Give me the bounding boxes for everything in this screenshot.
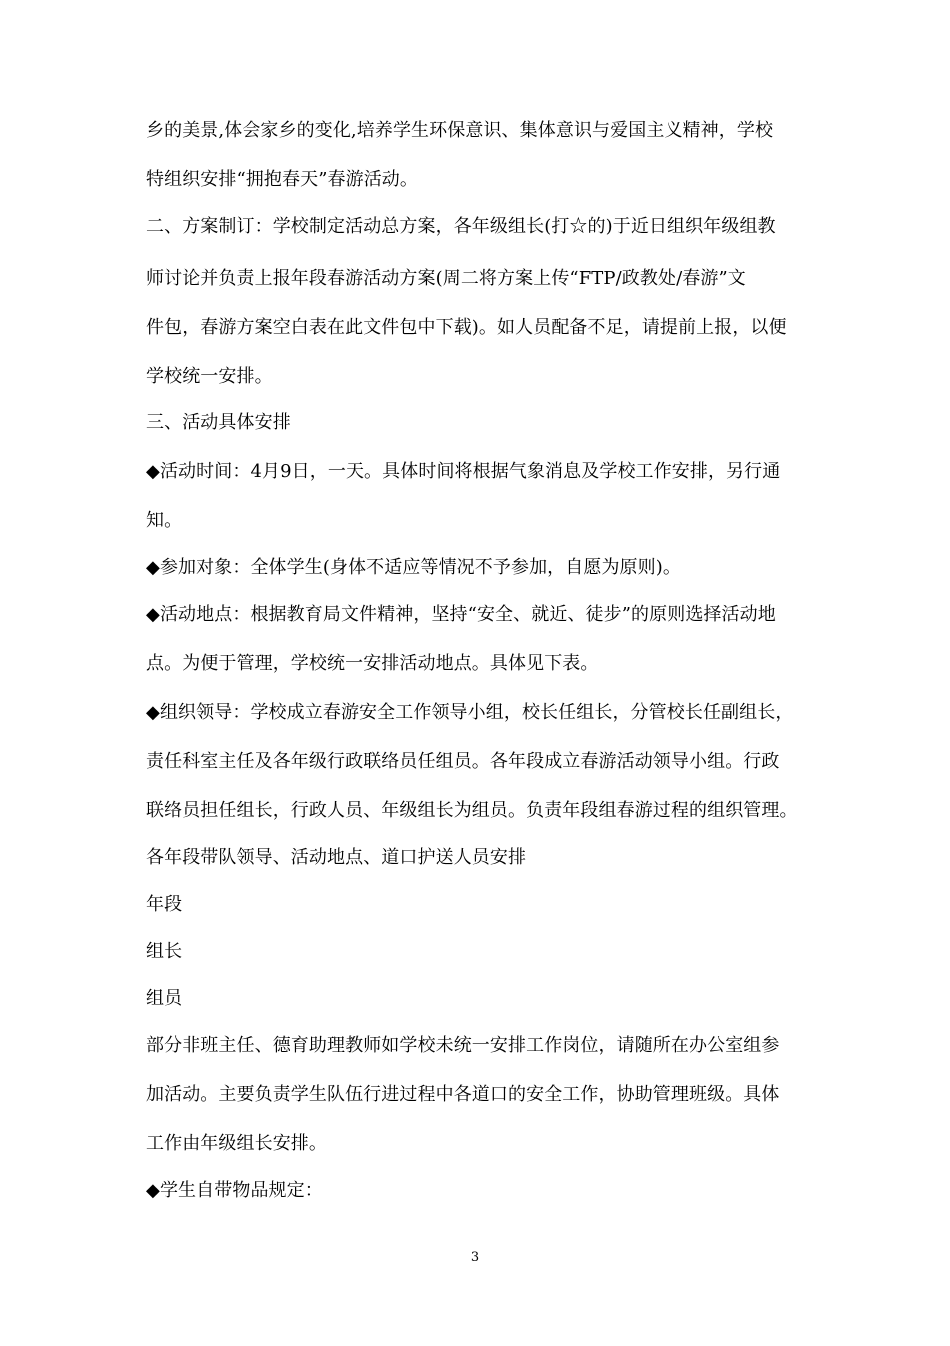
table-header-leader: 组长 — [146, 941, 183, 962]
paragraph-line: 点。为便于管理，学校统一安排活动地点。具体见下表。 — [146, 653, 599, 674]
section-heading-arrangement: 三、活动具体安排 — [146, 412, 291, 433]
paragraph-line: 工作由年级组长安排。 — [146, 1133, 327, 1154]
paragraph-line: 责任科室主任及各年级行政联络员任组员。各年段成立春游活动领导小组。行政 — [146, 751, 780, 772]
page-number: 3 — [470, 1250, 480, 1265]
bullet-participants: ◆参加对象：全体学生(身体不适应等情况不予参加，自愿为原则)。 — [146, 557, 681, 578]
paragraph-line: 乡的美景,体会家乡的变化,培养学生环保意识、集体意识与爱国主义精神，学校 — [146, 120, 774, 141]
paragraph-line: 联络员担任组长，行政人员、年级组长为组员。负责年段组春游过程的组织管理。 — [146, 800, 798, 821]
paragraph-line: 学校统一安排。 — [146, 366, 273, 387]
paragraph-line: 加活动。主要负责学生队伍行进过程中各道口的安全工作，协助管理班级。具体 — [146, 1084, 780, 1105]
paragraph-line: 件包，春游方案空白表在此文件包中下载)。如人员配备不足，请提前上报，以便 — [146, 317, 787, 338]
paragraph-line: 师讨论并负责上报年段春游活动方案(周二将方案上传“FTP/政教处/春游”文 — [146, 268, 746, 289]
bullet-organization: ◆组织领导：学校成立春游安全工作领导小组，校长任组长，分管校长任副组长， — [146, 702, 794, 723]
table-caption: 各年段带队领导、活动地点、道口护送人员安排 — [146, 847, 527, 868]
paragraph-line: 部分非班主任、德育助理教师如学校未统一安排工作岗位，请随所在办公室组参 — [146, 1035, 780, 1056]
paragraph-line: 知。 — [146, 510, 183, 531]
bullet-activity-time: ◆活动时间：4月9日，一天。具体时间将根据气象消息及学校工作安排，另行通 — [146, 461, 781, 482]
table-header-grade: 年段 — [146, 894, 183, 915]
table-header-members: 组员 — [146, 988, 183, 1009]
bullet-student-items: ◆学生自带物品规定： — [146, 1180, 323, 1201]
paragraph-line: 特组织安排“拥抱春天”春游活动。 — [146, 169, 419, 190]
section-heading-plan: 二、方案制订：学校制定活动总方案，各年级组长(打☆的)于近日组织年级组教 — [146, 216, 776, 237]
bullet-activity-location: ◆活动地点：根据教育局文件精神，坚持“安全、就近、徒步”的原则选择活动地 — [146, 604, 776, 625]
